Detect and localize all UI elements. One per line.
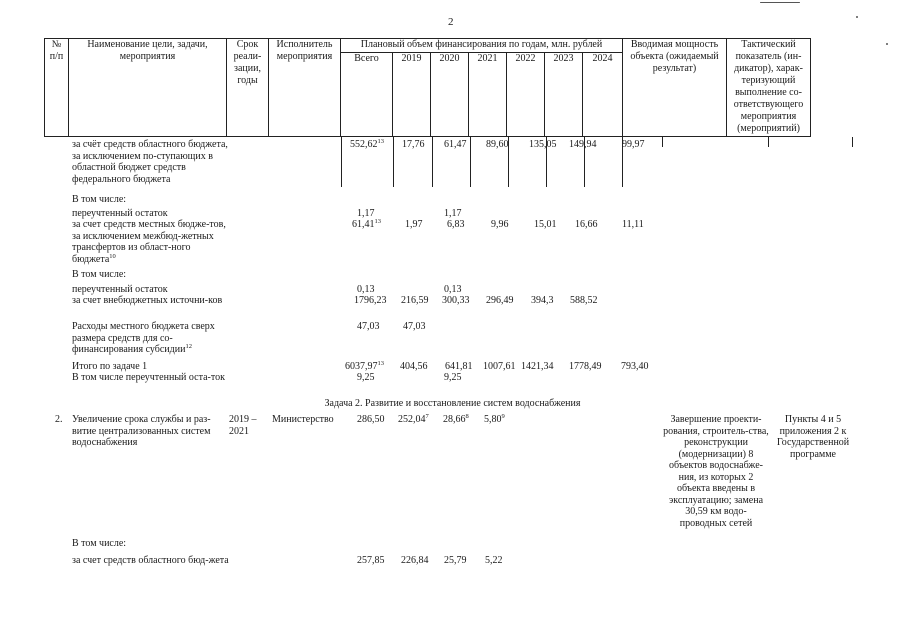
- header-year: 2023: [545, 53, 583, 137]
- row-label: В том числе:: [72, 538, 127, 549]
- row-name: за счёт средств областного бюджета, за исключением по-ступающих в областной бюджет средств федерального бюджета: [72, 139, 228, 185]
- row-name: Расходы местного бюджета сверх размера средств для со-финансирования субсидии$^{12}$: [72, 321, 215, 355]
- row-name: переучтенный остаток: [72, 208, 168, 219]
- row-y2022: 394,3: [531, 295, 554, 306]
- row-y2024: 11,11: [622, 219, 644, 230]
- item-y2019: 252,04$^7$: [398, 413, 429, 425]
- row-y2020: 9,25: [444, 372, 462, 383]
- row-total: 1796,23: [354, 295, 387, 306]
- table-header: [44, 38, 811, 137]
- row-y2021: 9,96: [491, 219, 509, 230]
- header-name: Наименование цели, задачи, мероприятия: [69, 39, 227, 137]
- header-term: Срок реали-зации, годы: [227, 39, 269, 137]
- header-year: 2021: [469, 53, 507, 137]
- row-y2021: 89,60: [486, 139, 509, 150]
- item-y2021: 5,80$^9$: [484, 413, 505, 425]
- header-total: Всего: [341, 53, 393, 137]
- row-y2021: 1007,61: [483, 361, 516, 372]
- sub-y2020: 25,79: [444, 555, 467, 566]
- item-capacity: Завершение проекти-рования, строитель-ства, реконструкции (модернизации) 8 объектов водоснабже-ния, из которых 2 объекта введены в эксплуатацию; замена 30,59 км водо-проводных сетей: [663, 414, 769, 529]
- row-total: 9,25: [357, 372, 375, 383]
- row-y2022: 15,01: [534, 219, 557, 230]
- row-total: 47,03: [357, 321, 380, 332]
- sub-total: 257,85: [357, 555, 385, 566]
- item-total: 286,50: [357, 414, 385, 425]
- row-y2020: 1,17: [444, 208, 462, 219]
- column-divider: [432, 137, 433, 187]
- row-y2020: 6,83: [447, 219, 465, 230]
- page-number: 2: [448, 16, 454, 28]
- sub-name: за счет средств областного бюд-жета: [72, 555, 229, 566]
- item-executor: Министерство: [272, 414, 334, 425]
- row-y2019: 17,76: [402, 139, 425, 150]
- row-name: В том числе переучтенный оста-ток: [72, 372, 225, 383]
- scan-speck: [760, 2, 800, 3]
- header-funding: Плановый объем финансирования по годам, млн. рублей: [341, 39, 623, 53]
- sub-y2019: 226,84: [401, 555, 429, 566]
- row-y2019: 1,97: [405, 219, 423, 230]
- item-number: 2.: [55, 414, 63, 425]
- item-y2020: 28,66$^8$: [443, 413, 469, 425]
- header-year: 2022: [507, 53, 545, 137]
- scan-speck: [886, 43, 888, 45]
- item-term: 2019 – 2021: [229, 414, 257, 437]
- item-indicator: Пункты 4 и 5 приложения 2 к Государственной программе: [776, 414, 850, 460]
- header-year: 2024: [583, 53, 623, 137]
- header-num: № п/п: [45, 39, 69, 137]
- row-total: 61,41$^{13}$: [352, 218, 381, 230]
- row-y2020: 300,33: [442, 295, 470, 306]
- column-divider: [768, 137, 769, 147]
- header-year: 2020: [431, 53, 469, 137]
- task-2-title: Задача 2. Развитие и восстановление систем водоснабжения: [324, 398, 581, 409]
- row-total: 1,17: [357, 208, 375, 219]
- row-y2023: 588,52: [570, 295, 598, 306]
- row-y2024: 793,40: [621, 361, 649, 372]
- row-y2020: 61,47: [444, 139, 467, 150]
- row-y2020: 641,81: [445, 361, 473, 372]
- column-divider: [341, 137, 342, 187]
- row-label: В том числе:: [72, 194, 127, 205]
- scan-speck: [856, 16, 858, 18]
- item-name: Увеличение срока службы и раз-витие централизованных систем водоснабжения: [72, 414, 211, 448]
- row-y2021: 296,49: [486, 295, 514, 306]
- row-y2020: 0,13: [444, 284, 462, 295]
- row-total: 6037,97$^{13}$: [345, 360, 384, 372]
- header-year: 2019: [393, 53, 431, 137]
- row-total: 552,62$^{13}$: [350, 138, 384, 150]
- header-indicator: Тактический показатель (ин-дикатор), харак-теризующий выполнение со-ответствующего мероприятия (мероприятий): [727, 39, 811, 137]
- row-y2024: 99,97: [622, 139, 645, 150]
- row-name: за счет внебюджетных источни-ков: [72, 295, 223, 306]
- row-y2023: 1778,49: [569, 361, 602, 372]
- row-y2023: 16,66: [575, 219, 598, 230]
- row-label: В том числе:: [72, 269, 127, 280]
- row-y2019: 216,59: [401, 295, 429, 306]
- sub-y2021: 5,22: [485, 555, 503, 566]
- header-executor: Исполнитель мероприятия: [269, 39, 341, 137]
- row-y2022: 1421,34: [521, 361, 554, 372]
- row-name: переучтенный остаток: [72, 284, 168, 295]
- column-divider: [852, 137, 853, 147]
- column-divider: [662, 137, 663, 147]
- row-y2022: 135,05: [529, 139, 557, 150]
- column-divider: [393, 137, 394, 187]
- row-total: 0,13: [357, 284, 375, 295]
- row-name: Итого по задаче 1: [72, 361, 148, 372]
- row-y2023: 149,94: [569, 139, 597, 150]
- row-y2019: 47,03: [403, 321, 426, 332]
- header-capacity: Вводимая мощность объекта (ожидаемый результат): [623, 39, 727, 137]
- row-y2019: 404,56: [400, 361, 428, 372]
- column-divider: [470, 137, 471, 187]
- row-name: за счет средств местных бюдже-тов, за исключением межбюд-жетных трансфертов из област-ного бюджета$^{10}$: [72, 219, 226, 265]
